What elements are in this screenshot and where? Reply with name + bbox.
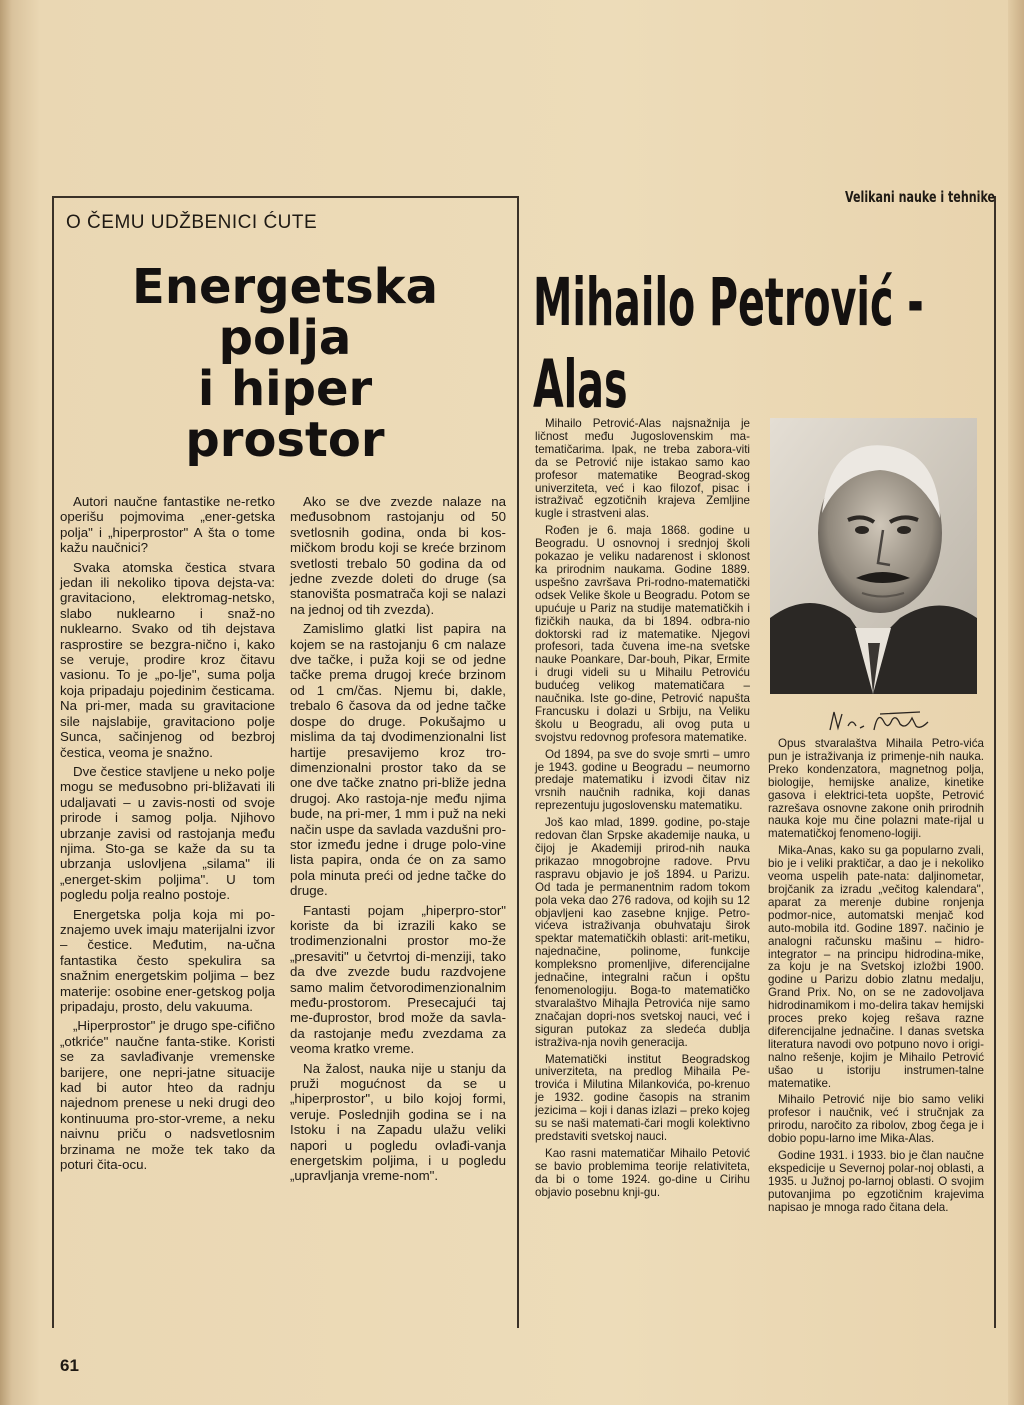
headline-line: Energetska — [132, 259, 438, 315]
page-number: 61 — [60, 1356, 79, 1375]
paragraph: Dve čestice stavljene u neko polje mogu se međusobno pri-bližavati ili udaljavati – u zavis-nosti od svoje prirode i samog polja. Njihovo ubrzanje zavisi od rastojanja među njima. Sto-ga se kaže da su ta ubrzanja uslovljena „silama" ili „energet-skim poljima". U tom pogledu polja realno postoje. — [60, 763, 275, 903]
headline-line: polja — [218, 310, 352, 366]
left-frame-left — [52, 196, 54, 1328]
left-frame-right — [517, 196, 519, 1328]
paragraph: Rođen je 6. maja 1868. godine u Beogradu. U osnovnoj i srednjoj školi pokazao je veliku nadarenost i sklonost ka prirodnim naukama. Godine 1889. uspešno završava Pri-rodno-matematički odsek Velike škole u Beogradu. Potom se upućuje u Pariz na studije matematičkih i fizičkih nauka, da bi 1894. odbra-nio doktorski rad iz matematike. Njegovi profesori, tada čuvena ime-na svetske nauke Poankare, Dar-bouh, Pikar, Ermite i drugi videli su u Mihailu Petroviću budućeg velikog matematičara – naučnika. Iste go-dine, Petrović napušta Francusku i dolazi u Srbiju, na Veliku školu u Beogradu, ali ovog puta u svojstvu redovnog profesora matematike. — [535, 524, 750, 744]
paragraph: Na žalost, nauka nije u stanju da pruži mogućnost da se u „hiperprostor", u bilo kojoj formi, veruje. Poslednjih godina se i na Istoku i na Zapadu ulažu veliki napori u pogledu ovlađi-vanja energetskim poljima, i u pogledu „upravljanja vreme-nom". — [290, 1060, 506, 1184]
right-headline — [533, 262, 924, 426]
portrait-photo — [770, 418, 977, 694]
left-frame-top — [52, 196, 518, 198]
paragraph: Od 1894, pa sve do svoje smrti – umro je 1943. godine u Beogradu – neumorno predaje matematiku i izvodi čitav niz vrsnih naučnih radnika, koji danas reprezentuju jugoslovensku matematiku. — [535, 747, 750, 813]
paragraph: Zamislimo glatki list papira na kojem se na rastojanju 6 cm nalaze dve tačke, i puža koji se od jedne tačke prema drugoj kreće brzinom od 1 cm/čas. Njemu bi, dakle, trebalo 6 časova da od jedne tačke dospe do druge. Pokušajmo u mislima da taj dvodimenzionalni list hartije presavijemo kroz tro-dimenzionalni prostor tako da se one dve tačke znatno pri-bliže jedna drugoj. Ako rastoja-nje među njima bude, na pri-mer, 1 mm i puž na neki način uspe da savlada vazdušni pro-stor između jedne i druge polo-vine lista papira, onda će on za samo pola minuta preći od jedne tačke do druge. — [290, 621, 506, 899]
headline-line: Mihailo Petrović - — [533, 264, 924, 341]
paragraph: „Hiperprostor" je drugo spe-cifično „otkriće" naučne fanta-stike. Koristi se za savlađivanje vremenske barijere, one nepri-jatne situacije kad bi autor hteo da radnju najednom prenese u neki drugi deo kontinuuma pro-stor-vreme, a neku naivnu priču o nadsvetlosnim brzinama ne može tek tako da poturi čita-ocu. — [60, 1018, 275, 1173]
headline-line: i hiper — [197, 361, 373, 417]
paragraph: Svaka atomska čestica stvara jedan ili nekoliko tipova dejsta-va: gravitaciono, elektromag-netsko, slabo nuklearno i snaž-no nuklearno. Svako od tih dejstava rasprostire se bezgra-nično i, kako se veruje, prodire kroz čitavu vasionu. To je „po-lje", suma polja koja pripadaju pojedinim česticama. Na pri-mer, mada su gravitacione sile najslabije, gravitaciono polje Sunca, sačinjenog od bezbroj čestica, veoma je snažno. — [60, 559, 275, 760]
left-headline — [110, 259, 460, 468]
paragraph: Kao rasni matematičar Mihailo Petović se bavio problemima teorije relativiteta, da bi o tome 1924. go-dine u Cirihu objavio posebnu knji-gu. — [535, 1146, 750, 1199]
signature-mark — [820, 700, 940, 740]
paragraph: Energetska polja koja mi po-znajemo uvek imaju materijalni izvor – čestice. Međutim, na-učna fantastika često spekulira sa snažnim energetskim poljima – bez materije: osobine ener-getskog polja pripadaju, prosto, delu vakuuma. — [60, 906, 275, 1014]
article-column-3 — [535, 418, 750, 1203]
paragraph: Ako se dve zvezde nalaze na međusobnom rastojanju od 50 svetlosnih godina, onda bi kos-mičkom brodu koji se kreće brzinom svetlosti trebalo 50 godina da od jedne zvezde doleti do druge (sa stanovišta posmatrača koji se nalazi na jednoj od tih zvezda). — [290, 494, 506, 617]
paragraph: Mihailo Petrović-Alas najsnažnija je ličnost među Jugoslovenskim ma-tematičarima. Ipak, ne treba zabora-viti da se Petrović nije istakao samo kao profesor matematike Beograd-skog univerziteta, već i kao filozof, pisac i istraživač egzotičnih krajeva Zemljine kugle i strastveni alas. — [535, 417, 750, 521]
page-fold — [1008, 0, 1024, 1405]
right-frame-right — [994, 196, 996, 1328]
article-column-1 — [60, 494, 275, 1176]
paragraph: Mika-Anas, kako su ga popularno zvali, bio je i veliki praktičar, a dao je i nekoliko veoma uspelih pate-nata: daljinometar, brojčanik za izradu „večitog kalendara", aparat za merenje dubine ronjenja podmor-nice, automatski menjač kod auto-mobila itd. Godine 1897. načinio je analogni računsku mašinu – hidro-integrator – na principu hidrodina-mike, za koju je na Svetskoj izložbi 1900. godine u Parizu dobio zlatnu medalju, Grand Prix. No, on se ne zadovoljava hidrodinamikom i mo-delira takav hemijski proces preko kojeg rešava razne diferencijalne jednačine. I danas svetska literatura navodi ovo potpuno novo i origi-nalno rešenje, kojim je Mihailo Petrović ušao u istoriju instrumen-talne matematike. — [768, 844, 984, 1090]
paragraph: Godine 1931. i 1933. bio je član naučne ekspedicije u Severnoj polar-noj oblasti, a 1935. u Južnoj po-larnoj oblasti. O svojim putovanjima po egzotičnim krajevima napisao je mnoga rado čitana dela. — [768, 1149, 984, 1214]
paragraph: Opus stvaralaštva Mihaila Petro-vića pun je istraživanja iz primenje-nih nauka. Preko kondenzatora, magnetnog polja, biologije, hemijske analize, kinetike gasova i elektrici-teta uopšte, Petrović razrešava osnovne zakone onih prirodnih nauka koje mu čine polazni mate-rijal u matematičkoj fenomeno-logiji. — [768, 737, 984, 841]
article-column-2 — [290, 494, 506, 1188]
portrait-illustration — [770, 418, 977, 694]
section-title: O ČEMU UDŽBENICI ĆUTE — [66, 212, 318, 233]
paragraph: Mihailo Petrović nije bio samo veliki profesor i naučnik, već i stručnjak za prirodu, naročito za ribolov, zbog čega je i dobio popu-larno ime Mika-Alas. — [768, 1093, 984, 1146]
article-column-4 — [768, 738, 984, 1219]
paragraph: Još kao mlad, 1899. godine, po-staje redovan član Srpske akademije nauka, u čijoj je Akademiji prirod-nih nauka prikazao mnogobrojne radove. Prvu raspravu objavio je još 1894. u Parizu. Od tada je permanentnim radom tokom pola veka dao 276 radova, od kojih su 12 objavljeni kao zasebne knjige. Petro-vićeva istraživanja obuhvataju širok spektar matematičkih oblasti: arit-metiku, najednačine, polinome, funkcije kompleksno promenljive, diferencijalne jednačine, integralni račun i opštu fenomenologiju. Boga-to matematičko stvaralaštvo Mihajla Petrovića nije samo značajan dopri-nos svetskoj nauci, već i siguran putokaz za sledeća dublja istraživa-nja novih generacija. — [535, 816, 750, 1049]
paragraph: Fantasti pojam „hiperpro-stor" koriste da bi izrazili kako se trodimenzionalni prostor mo-že „presaviti" u četvrtoj di-menziji, tako da dve zvezde budu razdvojene samo malim četvorodimenzionalnim među-prostorom. Presecajući taj me-đuprostor, brod može da savla-da rastojanje među zvezdama za veoma kratko vreme. — [290, 902, 506, 1057]
headline-line: Alas — [533, 346, 628, 423]
headline-line: prostor — [185, 412, 385, 468]
series-title: Velikani nauke i tehnike — [845, 188, 996, 206]
paragraph: Matematički institut Beogradskog univerziteta, na predlog Mihaila Pe-trovića i Milutina Milankovića, po-krenuo je 1932. godine časopis na stranim jezicima – koji i danas izlazi – preko kojeg su se naši matemati-čari mogli kolektivno predstaviti svetskoj nauci. — [535, 1052, 750, 1143]
paragraph: Autori naučne fantastike ne-retko operišu pojmovima „ener-getska polja" i „hiperprostor" A šta o tome kažu naučnici? — [60, 494, 275, 556]
